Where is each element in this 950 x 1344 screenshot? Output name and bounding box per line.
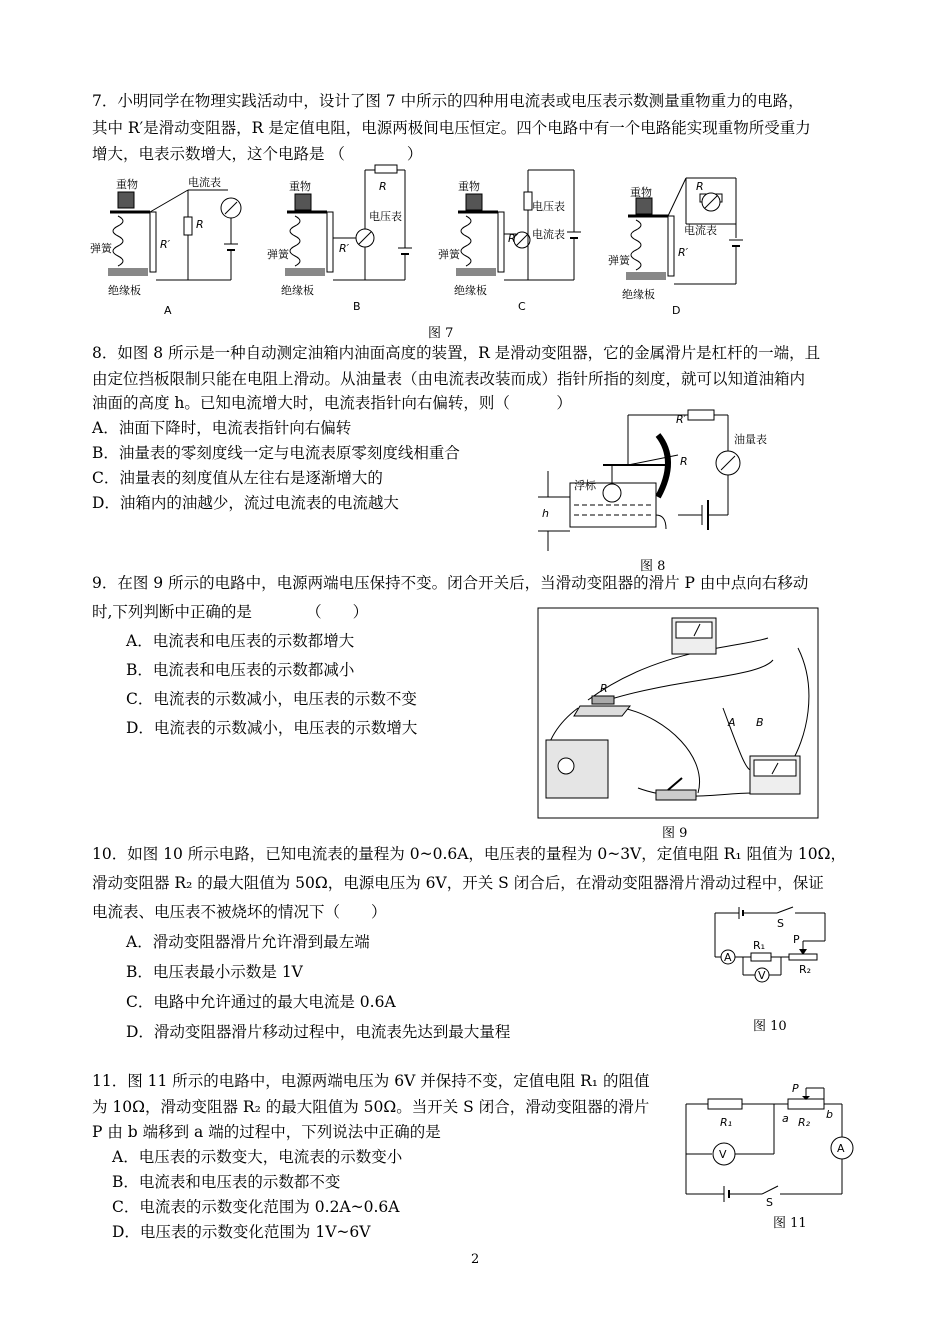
- figure-9-caption: 图 9: [662, 826, 688, 841]
- figure-11-caption: 图 11: [773, 1216, 807, 1231]
- figure-7-caption: 图 7: [428, 326, 454, 341]
- q7a-board-label: 绝缘板: [108, 284, 141, 297]
- q7b-board-label: 绝缘板: [281, 284, 314, 297]
- q7b-option-label: B: [353, 300, 361, 313]
- q10-s-label: S: [777, 917, 784, 930]
- figure-11-circuit: [682, 1082, 862, 1212]
- q11-voltmeter-label: V: [719, 1148, 727, 1161]
- q7d-spring-label: 弹簧: [608, 254, 630, 267]
- q9-option-b: B．电流表和电压表的示数都减小: [126, 661, 355, 679]
- q11-text-line1: 11．图 11 所示的电路中，电源两端电压为 6V 并保持不变，定值电阻 R₁ 的阻值: [92, 1072, 650, 1090]
- q7b-r-label: R: [379, 180, 387, 193]
- q10-option-d: D．滑动变阻器滑片移动过程中，电流表先达到最大量程: [126, 1023, 511, 1041]
- q8-option-a: A．油面下降时，电流表指针向右偏转: [92, 419, 352, 437]
- q8-option-d: D．油箱内的油越少，流过电流表的电流越大: [92, 494, 399, 512]
- q8-text-line1: 8．如图 8 所示是一种自动测定油箱内油面高度的装置，R 是滑动变阻器，它的金属滑片是杠杆的一端，且: [92, 344, 821, 362]
- q9-option-d: D．电流表的示数减小，电压表的示数增大: [126, 719, 418, 737]
- q10-option-a: A．滑动变阻器滑片允许滑到最左端: [126, 933, 370, 951]
- q7a-option-label: A: [164, 304, 172, 317]
- q11-s-label: S: [766, 1196, 773, 1209]
- q7d-r-label: R: [696, 180, 704, 193]
- q11-a-end-label: a: [782, 1112, 789, 1125]
- q7b-weight-label: 重物: [289, 180, 311, 193]
- figure-10-caption: 图 10: [753, 1019, 787, 1034]
- q11-text-line3: P 由 b 端移到 a 端的过程中，下列说法中正确的是: [92, 1123, 441, 1141]
- q7c-voltmeter-label: 电压表: [532, 200, 565, 213]
- q8-option-b: B．油量表的零刻度线一定与电流表原零刻度线相重合: [92, 444, 460, 462]
- q7d-weight-label: 重物: [630, 186, 652, 199]
- figure-7-circuit-b: [265, 168, 435, 318]
- q7b-rp-label: R′: [339, 242, 350, 255]
- q7c-ammeter-label: 电流表: [532, 228, 565, 241]
- page-number: 2: [471, 1252, 480, 1267]
- figure-9-physical-circuit: [538, 608, 818, 818]
- q7d-board-label: 绝缘板: [622, 288, 655, 301]
- figure-8-oil-gauge: [528, 405, 768, 555]
- q10-p-label: P: [793, 933, 800, 946]
- q8-option-c: C．油量表的刻度值从左往右是逐渐增大的: [92, 469, 383, 487]
- q8-r-label: R: [680, 455, 688, 468]
- q10-text-line3: 电流表、电压表不被烧坏的情况下（ ）: [92, 903, 387, 921]
- q9-b-label: B: [756, 716, 764, 729]
- q7d-rp-label: R′: [678, 246, 689, 259]
- q8-text-line2: 由定位挡板限制只能在电阻上滑动。从油量表（由电流表改装而成）指针所指的刻度，就可以知道油箱内: [92, 370, 806, 388]
- q7a-spring-label: 弹簧: [90, 242, 112, 255]
- q7d-ammeter-label: 电流表: [684, 224, 717, 237]
- q9-r-label: R: [600, 682, 608, 695]
- q10-voltmeter-label: V: [758, 969, 766, 982]
- q9-option-c: C．电流表的示数减小，电压表的示数不变: [126, 690, 417, 708]
- q7a-ammeter-label: 电流表: [188, 176, 221, 189]
- q7c-rp-label: R′: [508, 232, 519, 245]
- q7d-option-label: D: [672, 304, 681, 317]
- q11-ammeter-label: A: [837, 1142, 845, 1155]
- q10-option-c: C．电路中允许通过的最大电流是 0.6A: [126, 993, 396, 1011]
- q7b-voltmeter-label: 电压表: [369, 210, 402, 223]
- q11-option-c: C．电流表的示数变化范围为 0.2A~0.6A: [112, 1198, 400, 1216]
- q11-text-line2: 为 10Ω，滑动变阻器 R₂ 的最大阻值为 50Ω。当开关 S 闭合，滑动变阻器的滑片: [92, 1098, 650, 1116]
- q7a-r-label: R: [196, 218, 204, 231]
- q7-text-line3: 增大，电表示数增大，这个电路是 （ ）: [92, 145, 423, 163]
- q9-text-line1: 9．在图 9 所示的电路中，电源两端电压保持不变。闭合开关后，当滑动变阻器的滑片 P 由中点向右移动: [92, 574, 809, 592]
- q11-option-b: B．电流表和电压表的示数都不变: [112, 1173, 341, 1191]
- q11-option-d: D．电压表的示数变化范围为 1V~6V: [112, 1223, 371, 1241]
- figure-8-caption: 图 8: [640, 559, 666, 574]
- q7c-option-label: C: [518, 300, 526, 313]
- q11-b-end-label: b: [826, 1108, 833, 1121]
- q9-option-a: A．电流表和电压表的示数都增大: [126, 632, 355, 650]
- q10-r1-label: R₁: [753, 939, 766, 952]
- q8-rp-label: R′: [676, 413, 687, 426]
- q11-r1-label: R₁: [720, 1116, 733, 1129]
- q8-float-label: 浮标: [574, 479, 596, 492]
- q10-text-line2: 滑动变阻器 R₂ 的最大阻值为 50Ω，电源电压为 6V，开关 S 闭合后，在滑动变阻器滑片滑动过程中，保证: [92, 874, 824, 892]
- q7a-weight-label: 重物: [116, 178, 138, 191]
- q8-text-line3: 油面的高度 h。已知电流增大时，电流表指针向右偏转，则（ ）: [92, 394, 572, 412]
- q7-text-line2: 其中 R′是滑动变阻器，R 是定值电阻，电源两极间电压恒定。四个电路中有一个电路能实现重物所受重力: [92, 119, 811, 137]
- q10-option-b: B．电压表最小示数是 1V: [126, 963, 303, 981]
- q10-text-line1: 10．如图 10 所示电路，已知电流表的量程为 0~0.6A，电压表的量程为 0~3V，定值电阻 R₁ 阻值为 10Ω，: [92, 845, 846, 863]
- q7c-weight-label: 重物: [458, 180, 480, 193]
- figure-10-circuit: [713, 905, 843, 995]
- q11-p-label: P: [792, 1082, 799, 1095]
- q10-r2-label: R₂: [799, 963, 812, 976]
- q8-gauge-label: 油量表: [734, 433, 767, 446]
- q11-option-a: A．电压表的示数变大，电流表的示数变小: [112, 1148, 403, 1166]
- q7c-spring-label: 弹簧: [438, 248, 460, 261]
- q7c-board-label: 绝缘板: [454, 284, 487, 297]
- figure-7-circuit-c: [436, 168, 606, 318]
- q7b-spring-label: 弹簧: [267, 248, 289, 261]
- q9-a-label: A: [728, 716, 736, 729]
- q9-text-line2: 时,下列判断中正确的是 （ ）: [92, 603, 369, 621]
- figure-7-circuit-a: [88, 172, 258, 322]
- q7a-rp-label: R′: [160, 238, 171, 251]
- q11-r2-label: R₂: [798, 1116, 811, 1129]
- q10-ammeter-label: A: [724, 951, 732, 964]
- figure-7-circuit-d: [606, 168, 776, 318]
- q8-h-label: h: [542, 507, 549, 520]
- q7-text-line1: 7．小明同学在物理实践活动中，设计了图 7 中所示的四种用电流表或电压表示数测量重物重力的电路，: [92, 92, 804, 110]
